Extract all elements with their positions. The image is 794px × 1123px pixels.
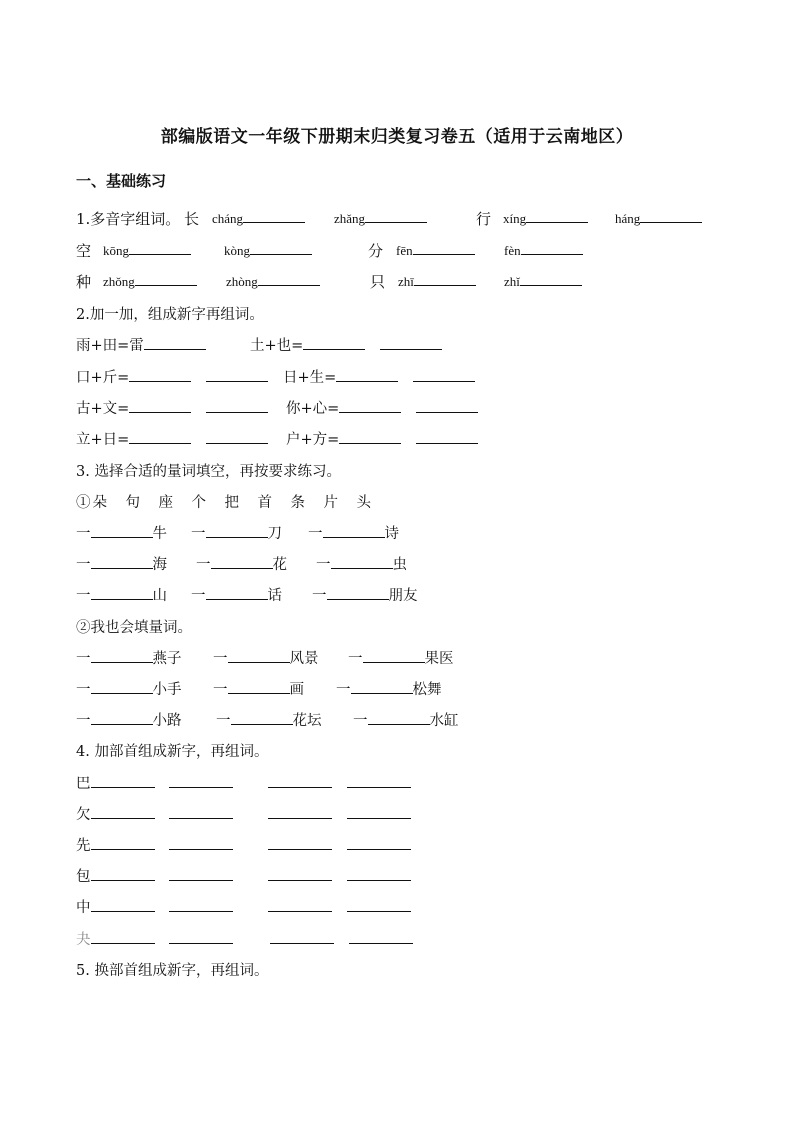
q4-item <box>268 896 411 917</box>
answer-blank[interactable] <box>270 929 334 944</box>
answer-blank[interactable] <box>347 897 411 912</box>
answer-blank[interactable] <box>347 835 411 850</box>
answer-blank[interactable] <box>129 398 191 413</box>
q3-row <box>76 522 756 546</box>
q2-item: 土+也= <box>250 334 442 355</box>
q1-char: 分 <box>368 242 384 260</box>
answer-blank[interactable] <box>91 804 155 819</box>
answer-blank[interactable] <box>169 897 233 912</box>
q3-item: 一 话 <box>191 584 282 605</box>
q1-row-2 <box>76 240 756 264</box>
answer-blank[interactable] <box>268 835 332 850</box>
q3-sub1-row <box>76 491 756 515</box>
answer-blank[interactable] <box>91 897 155 912</box>
q3-item: 一 海 <box>76 553 167 574</box>
answer-blank[interactable] <box>206 367 268 382</box>
answer-blank[interactable] <box>520 271 582 286</box>
answer-blank[interactable] <box>349 929 413 944</box>
answer-blank[interactable] <box>268 897 332 912</box>
q1-pinyin: xíng <box>503 208 588 227</box>
q3-item: 一 虫 <box>316 553 407 574</box>
section-heading: 一、基础练习 <box>76 172 167 190</box>
q1-row-3 <box>76 271 756 295</box>
answer-blank[interactable] <box>303 335 365 350</box>
answer-blank[interactable] <box>91 585 153 600</box>
q3-sub2-prompt: ②我也会填量词。 <box>76 620 192 636</box>
q2-item: 户+方= <box>286 428 478 449</box>
answer-blank[interactable] <box>91 866 155 881</box>
answer-blank[interactable] <box>129 240 191 255</box>
q4-item: 包 <box>76 865 233 886</box>
answer-blank[interactable] <box>231 710 293 725</box>
q4-row <box>76 865 756 889</box>
answer-blank[interactable] <box>144 335 206 350</box>
q3-item: 一 水缸 <box>353 709 459 730</box>
q2-row <box>76 428 756 452</box>
q1-pinyin: kōng <box>103 240 191 259</box>
answer-blank[interactable] <box>129 429 191 444</box>
answer-blank[interactable] <box>91 679 153 694</box>
answer-blank[interactable] <box>339 398 401 413</box>
q3-item: 一 花坛 <box>216 709 322 730</box>
answer-blank[interactable] <box>323 523 385 538</box>
answer-blank[interactable] <box>250 240 312 255</box>
q1-pinyin: zhǎng <box>334 208 427 227</box>
answer-blank[interactable] <box>268 804 332 819</box>
q2-prompt-row <box>76 303 756 327</box>
answer-blank[interactable] <box>206 523 268 538</box>
answer-blank[interactable] <box>91 929 155 944</box>
answer-blank[interactable] <box>413 367 475 382</box>
answer-blank[interactable] <box>351 679 413 694</box>
page-title: 部编版语文一年级下册期末归类复习卷五（适用于云南地区） <box>160 127 634 147</box>
q3-prompt-row <box>76 460 756 484</box>
q4-item: 巴 <box>76 772 233 793</box>
q3-item: 一 花 <box>196 553 287 574</box>
answer-blank[interactable] <box>211 554 273 569</box>
q3-row <box>76 678 756 702</box>
q4-item: 先 <box>76 834 233 855</box>
q1-pinyin: kòng <box>224 240 312 259</box>
answer-blank[interactable] <box>268 866 332 881</box>
q2-item: 口+斤= <box>76 366 268 387</box>
answer-blank[interactable] <box>365 208 427 223</box>
q2-item: 日+生= <box>283 366 475 387</box>
answer-blank[interactable] <box>169 804 233 819</box>
answer-blank[interactable] <box>243 208 305 223</box>
q3-item: 一 山 <box>76 584 167 605</box>
q3-row <box>76 647 756 671</box>
q1-pinyin: fēn <box>396 240 475 259</box>
q1-pinyin: zhòng <box>226 271 320 290</box>
q4-row <box>76 803 756 827</box>
answer-blank[interactable] <box>228 648 290 663</box>
q1-pinyin: zhǐ <box>504 271 582 290</box>
q3-item: 一 刀 <box>191 522 282 543</box>
q3-item: 一 朋友 <box>312 584 418 605</box>
q5-prompt-row <box>76 959 756 983</box>
q3-item: 一 燕子 <box>76 647 182 668</box>
q1-pinyin: fèn <box>504 240 583 259</box>
answer-blank[interactable] <box>206 585 268 600</box>
answer-blank[interactable] <box>135 271 197 286</box>
q4-prompt-row <box>76 740 756 764</box>
answer-blank[interactable] <box>521 240 583 255</box>
q3-item: 一 诗 <box>308 522 399 543</box>
answer-blank[interactable] <box>91 554 153 569</box>
q3-item: 一 画 <box>213 678 304 699</box>
q1-pinyin: cháng <box>212 208 305 227</box>
q4-row <box>76 834 756 858</box>
q3-item: 一 松舞 <box>336 678 442 699</box>
answer-blank[interactable] <box>526 208 588 223</box>
answer-blank[interactable] <box>414 271 476 286</box>
q4-prompt: 4. 加部首组成新字，再组词。 <box>76 744 269 760</box>
q1-pinyin: zhǒng <box>103 271 197 290</box>
q4-row <box>76 928 756 952</box>
q4-item <box>268 834 411 855</box>
answer-blank[interactable] <box>169 835 233 850</box>
answer-blank[interactable] <box>206 398 268 413</box>
answer-blank[interactable] <box>368 710 430 725</box>
q1-char: 种 <box>76 273 92 291</box>
q4-item <box>268 772 411 793</box>
answer-blank[interactable] <box>129 367 191 382</box>
q2-item: 雨+田=雷 <box>76 334 206 355</box>
q4-row <box>76 772 756 796</box>
q2-prompt: 2.加一加，组成新字再组词。 <box>76 307 264 323</box>
answer-blank[interactable] <box>169 866 233 881</box>
q2-item: 你+心= <box>286 397 478 418</box>
answer-blank[interactable] <box>347 804 411 819</box>
q4-row <box>76 896 756 920</box>
q1-row-1 <box>76 208 756 232</box>
q4-item: 欠 <box>76 803 233 824</box>
q3-row <box>76 709 756 733</box>
q5-prompt: 5. 换部首组成新字，再组词。 <box>76 963 269 979</box>
q2-row <box>76 334 756 358</box>
q2-item: 古+文= <box>76 397 268 418</box>
q1-char: 只 <box>370 273 386 291</box>
q4-item: 中 <box>76 896 233 917</box>
answer-blank[interactable] <box>339 429 401 444</box>
answer-blank[interactable] <box>206 429 268 444</box>
answer-blank[interactable] <box>228 679 290 694</box>
q3-sub2-row <box>76 616 756 640</box>
q1-char: 空 <box>76 242 92 260</box>
answer-blank[interactable] <box>336 367 398 382</box>
q4-item: 夬 <box>76 928 233 949</box>
answer-blank[interactable] <box>416 429 478 444</box>
q3-word-bank: ①朵 句 座 个 把 首 条 片 头 <box>76 495 373 511</box>
answer-blank[interactable] <box>347 773 411 788</box>
q3-item: 一 风景 <box>213 647 319 668</box>
q3-row <box>76 553 756 577</box>
q2-row <box>76 366 756 390</box>
q4-item <box>268 865 411 886</box>
answer-blank[interactable] <box>380 335 442 350</box>
q2-item: 立+日= <box>76 428 268 449</box>
answer-blank[interactable] <box>169 929 233 944</box>
q3-item: 一 果医 <box>348 647 454 668</box>
answer-blank[interactable] <box>91 773 155 788</box>
q1-pinyin: háng <box>615 208 702 227</box>
q2-row <box>76 397 756 421</box>
q1-char: 行 <box>476 210 492 228</box>
q3-item: 一 牛 <box>76 522 167 543</box>
answer-blank[interactable] <box>268 773 332 788</box>
answer-blank[interactable] <box>640 208 702 223</box>
answer-blank[interactable] <box>413 240 475 255</box>
answer-blank[interactable] <box>363 648 425 663</box>
answer-blank[interactable] <box>331 554 393 569</box>
answer-blank[interactable] <box>327 585 389 600</box>
answer-blank[interactable] <box>347 866 411 881</box>
answer-blank[interactable] <box>91 835 155 850</box>
answer-blank[interactable] <box>91 523 153 538</box>
answer-blank[interactable] <box>91 710 153 725</box>
q1-pinyin: zhī <box>398 271 476 290</box>
q4-item <box>268 803 411 824</box>
q3-prompt: 3. 选择合适的量词填空，再按要求练习。 <box>76 464 341 480</box>
answer-blank[interactable] <box>169 773 233 788</box>
q1-prompt: 1.多音字组词。 <box>76 210 181 228</box>
answer-blank[interactable] <box>91 648 153 663</box>
q3-row <box>76 584 756 608</box>
q1-char: 长 <box>184 210 200 228</box>
answer-blank[interactable] <box>258 271 320 286</box>
q3-item: 一 小手 <box>76 678 182 699</box>
q3-item: 一 小路 <box>76 709 182 730</box>
answer-blank[interactable] <box>416 398 478 413</box>
q4-item <box>270 928 413 949</box>
